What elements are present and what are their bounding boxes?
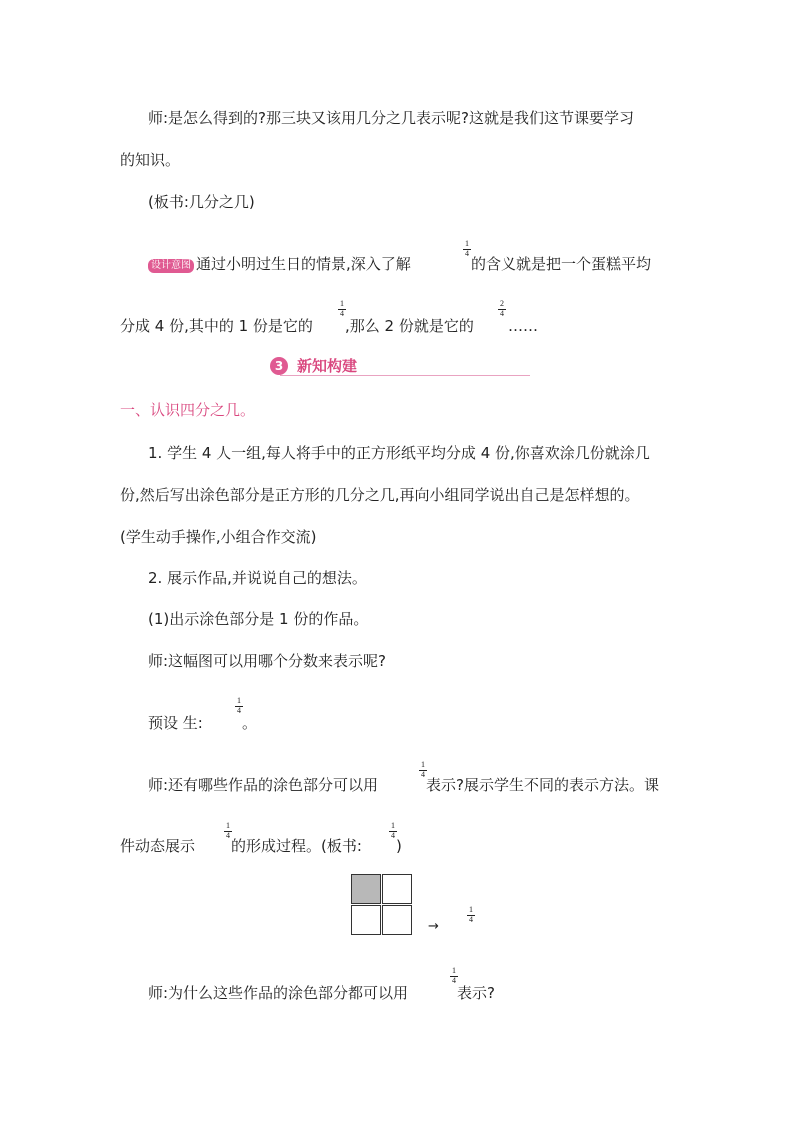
quarter-grid-figure — [351, 874, 413, 936]
fraction-one-quarter: 1 4 — [421, 760, 425, 779]
preset-end: 。 — [242, 714, 258, 732]
fraction-one-quarter: 1 4 — [469, 905, 473, 924]
paragraph-line: 师:是怎么得到的?那三块又该用几分之几表示呢?这就是我们这节课要学习 — [148, 109, 634, 127]
design-intent-tag: 设计意图 — [148, 259, 194, 273]
grid-cell — [382, 874, 412, 904]
fraction-two-quarters: 2 4 — [500, 299, 504, 318]
intent-text: 通过小明过生日的情景,深入了解 — [196, 255, 411, 273]
preset-label: 预设 生: — [148, 714, 203, 732]
intent-text: ,那么 2 份就是它的 — [345, 317, 474, 335]
paragraph-line: 表示? — [457, 984, 495, 1002]
arrow-right-icon: → — [428, 919, 439, 934]
intent-text: …… — [508, 317, 538, 335]
grid-cell-shaded — [351, 874, 381, 904]
paragraph-line: 件动态展示 — [120, 837, 196, 855]
paragraph-line: (学生动手操作,小组合作交流) — [120, 528, 317, 546]
fraction-one-quarter: 1 4 — [237, 696, 241, 715]
design-intent-line — [148, 254, 411, 274]
grid-cell — [351, 905, 381, 935]
section-title: 新知构建 — [297, 357, 358, 375]
board-note: (板书:几分之几) — [148, 193, 255, 211]
intent-text: 分成 4 份,其中的 1 份是它的 — [120, 317, 313, 335]
paragraph-line: 师:为什么这些作品的涂色部分都可以用 — [148, 984, 409, 1002]
fraction-one-quarter: 1 4 — [465, 239, 469, 258]
fraction-one-quarter: 1 4 — [226, 821, 230, 840]
paragraph-line: ) — [396, 837, 402, 855]
fraction-one-quarter: 1 4 — [340, 299, 344, 318]
section-underline — [280, 375, 530, 376]
grid-cell — [382, 905, 412, 935]
fraction-one-quarter: 1 4 — [391, 821, 395, 840]
paragraph-line: (1)出示涂色部分是 1 份的作品。 — [148, 610, 369, 628]
paragraph-line: 师:这幅图可以用哪个分数来表示呢? — [148, 652, 387, 670]
paragraph-line: 2. 展示作品,并说说自己的想法。 — [148, 569, 367, 587]
section-banner — [268, 356, 530, 378]
paragraph-line: 表示?展示学生不同的表示方法。课 — [426, 776, 659, 794]
section-number: 3 — [270, 357, 288, 375]
paragraph-line: 师:还有哪些作品的涂色部分可以用 — [148, 776, 379, 794]
paragraph-line: 的形成过程。(板书: — [231, 837, 362, 855]
paragraph-line: 份,然后写出涂色部分是正方形的几分之几,再向小组同学说出自己是怎样想的。 — [120, 486, 640, 504]
paragraph-line: 1. 学生 4 人一组,每人将手中的正方形纸平均分成 4 份,你喜欢涂几份就涂几 — [148, 444, 650, 462]
fraction-one-quarter: 1 4 — [452, 966, 456, 985]
intent-text: 的含义就是把一个蛋糕平均 — [471, 255, 652, 273]
heading: 一、认识四分之几。 — [120, 401, 256, 419]
paragraph-line: 的知识。 — [120, 151, 181, 169]
